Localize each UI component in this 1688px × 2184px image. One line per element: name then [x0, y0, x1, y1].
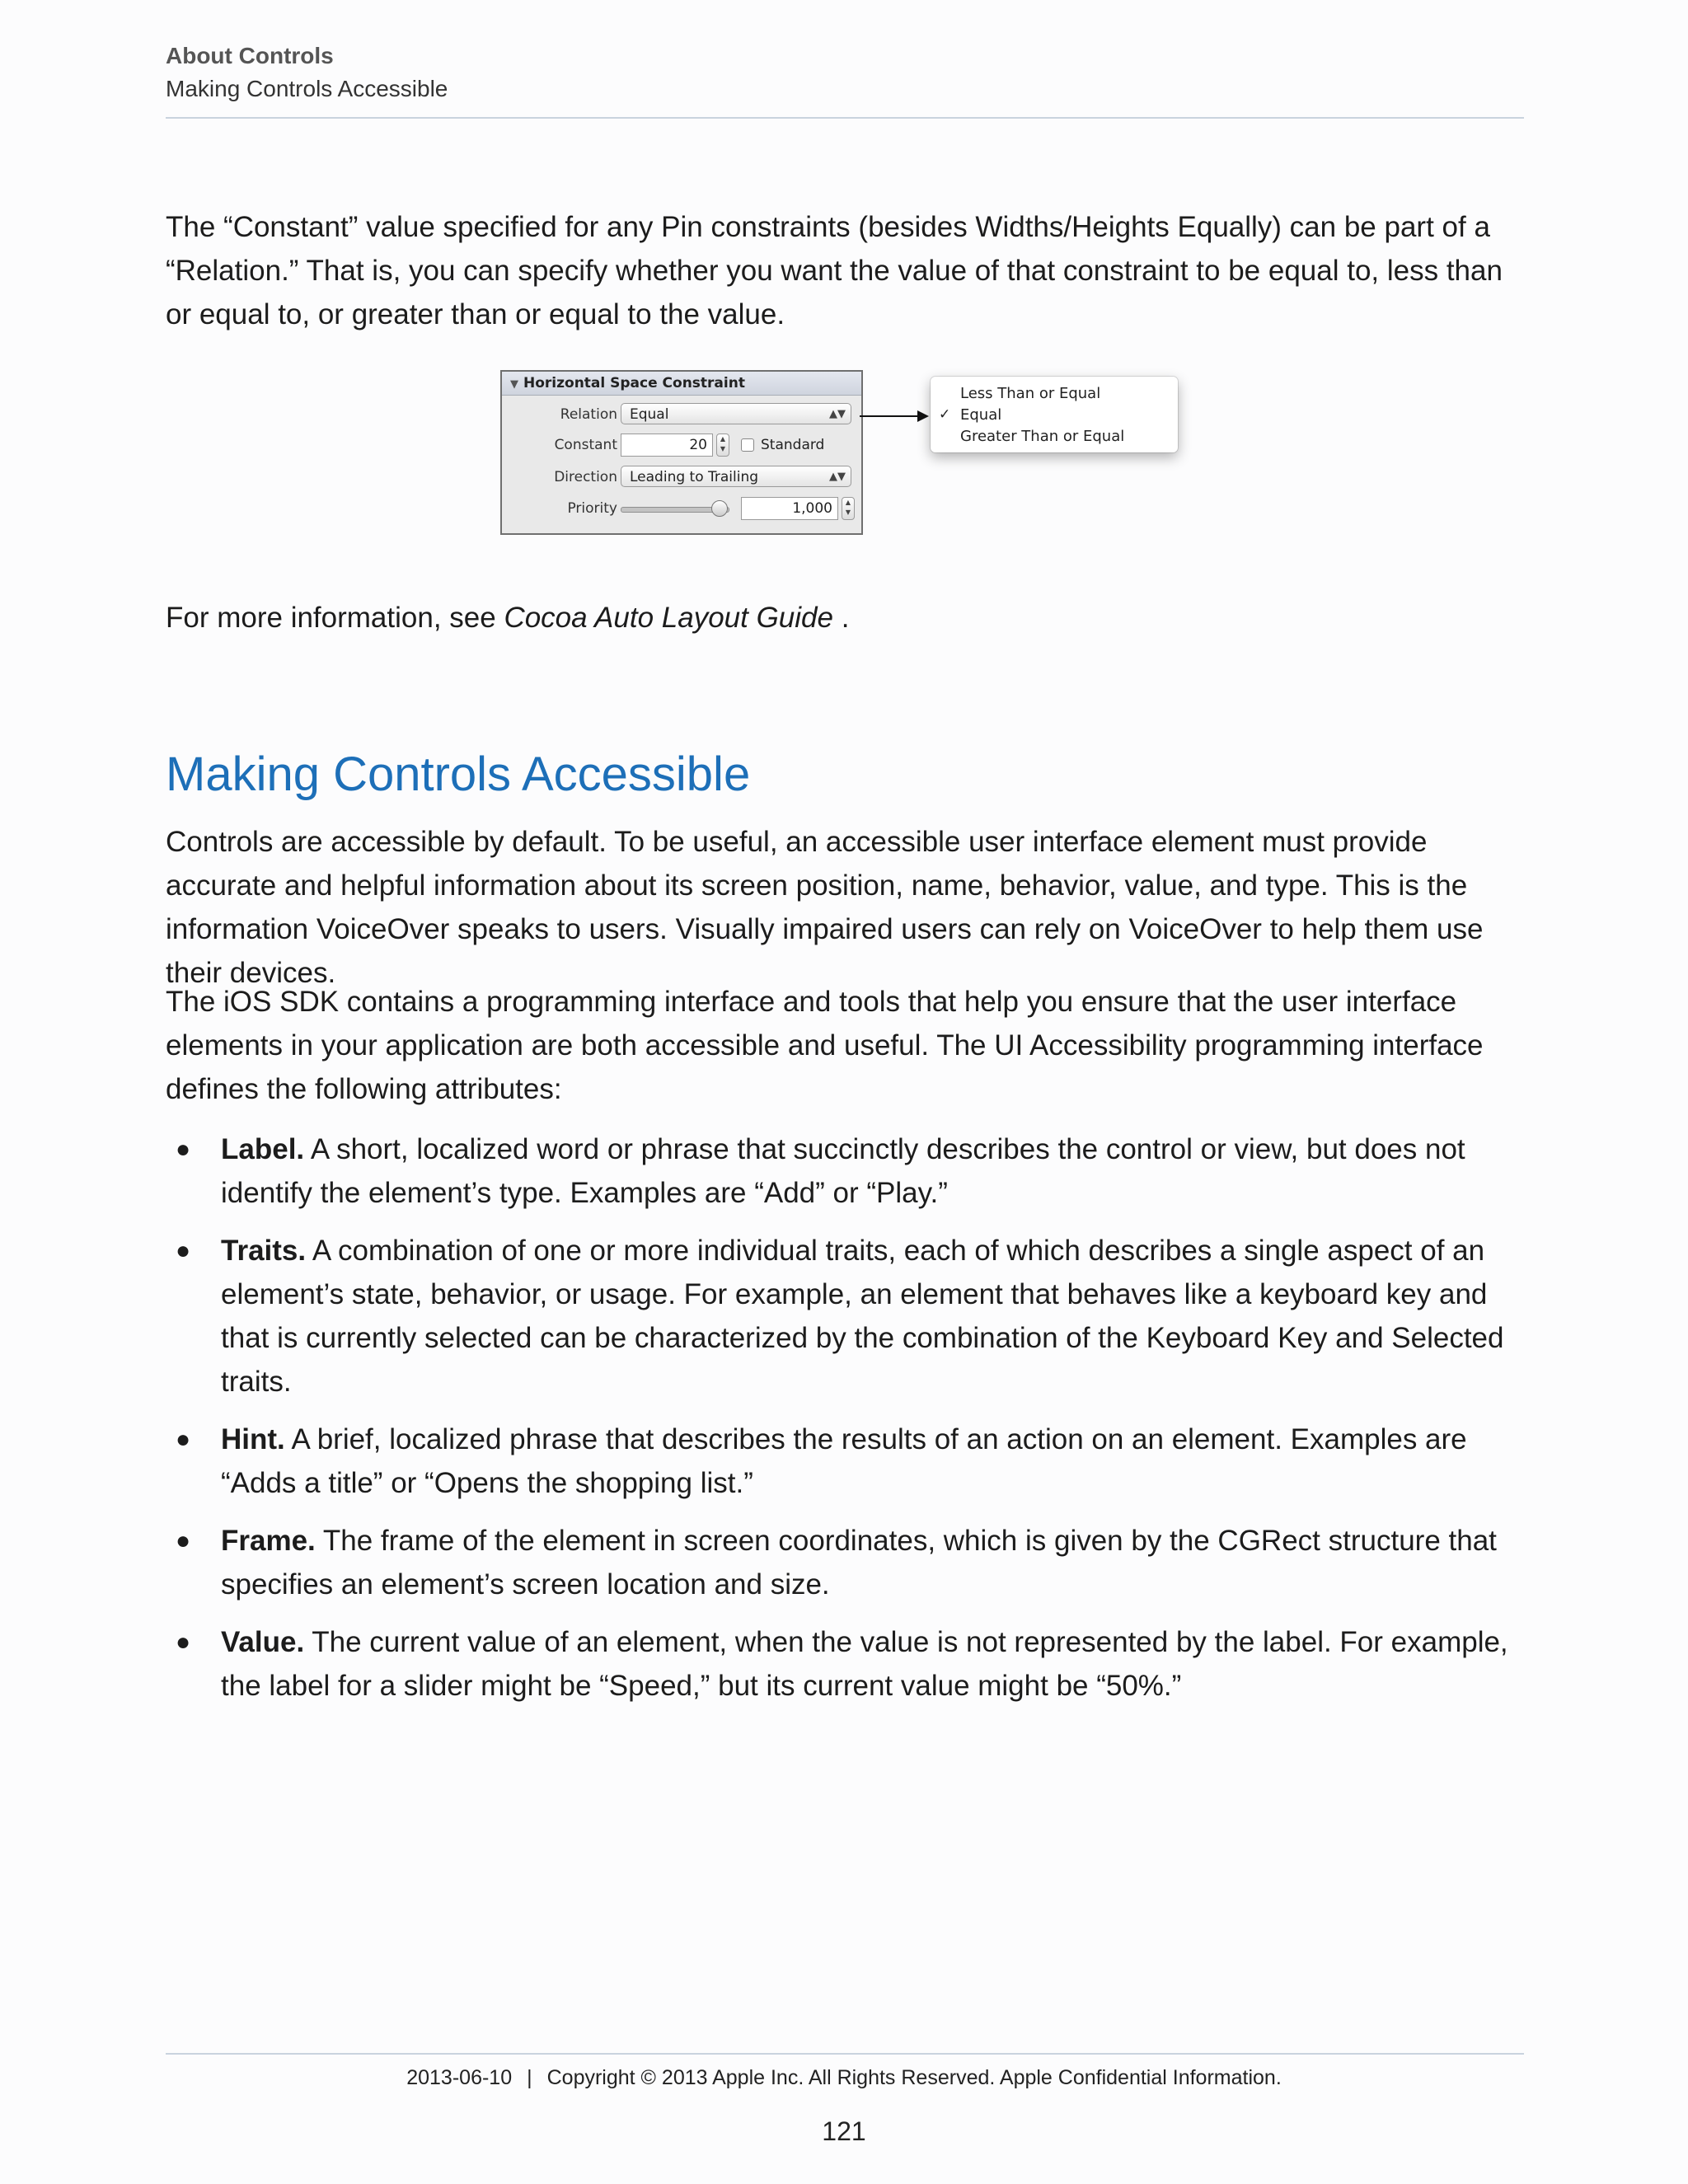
accessibility-paragraph-1: Controls are accessible by default. To be useful, an accessible user interface element must provide accurate and helpful information about its screen position, name, behavior, value, and type. This is the information VoiceOver speaks to users. Visually impaired users can rely on VoiceOver to help them use their devices. — [166, 826, 1484, 989]
checkmark-icon: ✓ — [939, 406, 951, 423]
priority-row — [502, 495, 861, 522]
direction-value: Leading to Trailing — [630, 469, 759, 485]
attribute-term: Label. — [221, 1133, 305, 1165]
attribute-term: Value. — [221, 1626, 305, 1658]
more-info-prefix: For more information, see — [166, 602, 504, 634]
direction-row — [502, 464, 861, 490]
bullet-icon: ● — [176, 1237, 191, 1264]
priority-field[interactable]: 1,000 — [741, 497, 838, 520]
attribute-term: Hint. — [221, 1423, 285, 1455]
list-item — [166, 1229, 1526, 1404]
attribute-description: A brief, localized phrase that describes the results of an action on an element. Examples are “Adds a title” or “Opens the shopping list.” — [221, 1423, 1467, 1499]
attribute-term: Frame. — [221, 1525, 316, 1557]
direction-popup[interactable] — [621, 466, 851, 487]
list-item — [166, 1127, 1526, 1215]
constraint-inspector — [500, 370, 863, 535]
bullet-icon: ● — [176, 1426, 191, 1453]
bullet-icon: ● — [176, 1527, 191, 1554]
bullet-icon: ● — [176, 1136, 191, 1163]
section-heading: Making Controls Accessible — [166, 748, 751, 801]
attribute-term: Traits. — [221, 1235, 307, 1267]
page-footer — [0, 2066, 1688, 2090]
relation-menu — [931, 377, 1178, 452]
relation-value: Equal — [630, 406, 669, 423]
menu-item-less-than-or-equal[interactable]: Less Than or Equal — [960, 385, 1101, 402]
chapter-title: About Controls — [166, 43, 334, 68]
arrow-line — [860, 415, 921, 417]
bullet-icon: ● — [176, 1629, 191, 1656]
popup-arrows-icon: ▲▼ — [829, 408, 846, 420]
direction-label: Direction — [554, 469, 617, 485]
constant-label: Constant — [554, 437, 617, 453]
section-title: Making Controls Accessible — [166, 76, 448, 101]
page-number: 121 — [822, 2116, 866, 2146]
attribute-description: The current value of an element, when the value is not represented by the label. For example, the label for a slider might be “Speed,” but its current value might be “50%.” — [221, 1626, 1508, 1702]
standard-checkbox[interactable] — [741, 438, 754, 452]
constant-stepper-icon[interactable]: ▲ ▼ — [716, 434, 729, 457]
list-item — [166, 1418, 1526, 1505]
inspector-title-bar[interactable] — [502, 372, 861, 396]
relation-row — [502, 401, 861, 428]
accessibility-paragraph-2: The iOS SDK contains a programming interface and tools that help you ensure that the user interface elements in your application are both accessible and useful. The UI Accessibility programming interface defines the following attributes: — [166, 986, 1484, 1105]
relation-figure — [500, 370, 1176, 535]
constant-row — [502, 432, 861, 458]
priority-label: Priority — [567, 500, 617, 517]
page-header — [166, 40, 1524, 119]
cocoa-auto-layout-guide-link[interactable]: Cocoa Auto Layout Guide — [504, 602, 833, 634]
attribute-description: A combination of one or more individual traits, each of which describes a single aspect of an element’s state, behavior, or usage. For example, an element that behaves like a keyboard key and that is currently selected can be characterized by the combination of the Keyboard Key and Selected traits. — [221, 1235, 1504, 1398]
intro-paragraph: The “Constant” value specified for any Pin constraints (besides Widths/Heights Equally) can be part of a “Relation.” That is, you can specify whether you want the value of that constraint to be equal to, less than or equal to, or greater than or equal to the value. — [166, 211, 1503, 330]
constant-field[interactable]: 20 — [621, 434, 713, 457]
footer-date: 2013-06-10 — [406, 2066, 513, 2089]
disclosure-triangle-icon[interactable]: ▼ — [510, 378, 518, 391]
footer-copyright: Copyright © 2013 Apple Inc. All Rights Reserved. Apple Confidential Information. — [546, 2066, 1282, 2089]
relation-label: Relation — [560, 406, 617, 423]
more-info-paragraph — [166, 596, 1526, 640]
list-item — [166, 1620, 1526, 1708]
relation-popup[interactable] — [621, 403, 851, 424]
menu-item-equal[interactable]: Equal — [960, 406, 1002, 424]
list-item — [166, 1519, 1526, 1606]
footer-divider — [166, 2053, 1524, 2055]
priority-slider-knob[interactable] — [711, 500, 728, 517]
priority-stepper-icon[interactable]: ▲ ▼ — [842, 497, 855, 520]
inspector-title: Horizontal Space Constraint — [523, 375, 745, 391]
attribute-list — [166, 1127, 1526, 1722]
footer-separator: | — [527, 2066, 532, 2089]
attribute-description: The frame of the element in screen coordinates, which is given by the CGRect structure that specifies an element’s screen location and size. — [221, 1525, 1497, 1601]
standard-label: Standard — [761, 437, 825, 453]
more-info-suffix: . — [832, 602, 850, 634]
arrow-head-icon — [917, 410, 929, 422]
menu-item-greater-than-or-equal[interactable]: Greater Than or Equal — [960, 428, 1125, 445]
attribute-description: A short, localized word or phrase that succinctly describes the control or view, but does not identify the element’s type. Examples are “Add” or “Play.” — [221, 1133, 1465, 1209]
popup-arrows-icon: ▲▼ — [829, 471, 846, 483]
